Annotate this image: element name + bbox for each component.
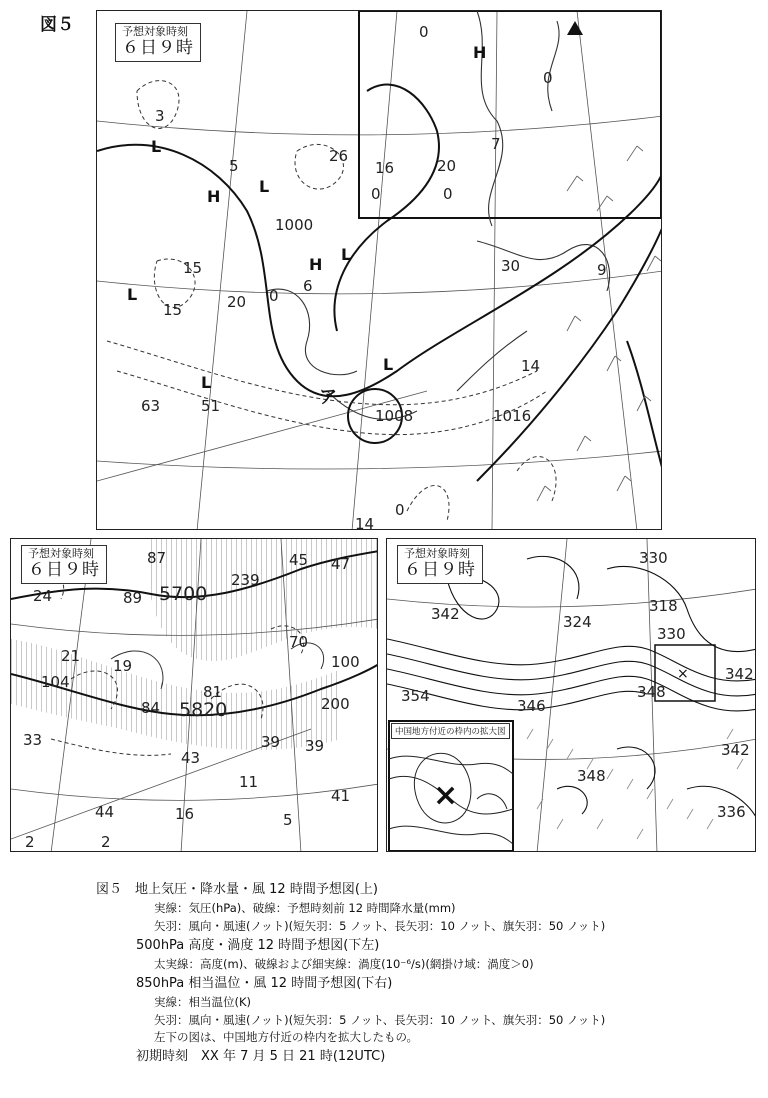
- precip-label: 0: [269, 287, 279, 305]
- vorticity-label: 43: [181, 749, 201, 767]
- theta-e-label: 330: [657, 625, 686, 643]
- height-label: 5820: [179, 699, 228, 721]
- precip-label: 20: [437, 157, 457, 175]
- vorticity-label: 89: [123, 589, 143, 607]
- upper-500hpa-map: [10, 538, 378, 852]
- precip-label: 15: [183, 259, 203, 277]
- low-pressure-mark: L: [127, 285, 138, 304]
- precip-label: 3: [155, 107, 165, 125]
- vorticity-label: 16: [175, 805, 195, 823]
- point-a-label: ア: [319, 387, 337, 408]
- valid-time-caption: 予想対象時刻: [404, 547, 470, 560]
- zoom-target-mark: ×: [433, 778, 459, 813]
- high-pressure-mark: H: [473, 43, 487, 62]
- precip-label: 63: [141, 397, 161, 415]
- valid-time-box: [397, 545, 483, 584]
- figure-caption: [96, 880, 736, 1067]
- vorticity-label: 100: [331, 653, 360, 671]
- precip-label: 15: [163, 301, 183, 319]
- vorticity-label: 5: [283, 811, 293, 829]
- caption-500-line: 太実線：高度(m)、破線および細実線：渦度(10⁻⁶/s)(網掛け域：渦度＞0): [154, 956, 534, 971]
- theta-e-label: 342: [721, 741, 750, 759]
- caption-surface-title: 地上気圧・降水量・風 12 時間予想図(上): [135, 882, 378, 897]
- theta-e-label: 342: [431, 605, 460, 623]
- surface-map-graphics: [97, 11, 662, 530]
- isobar-label: 1000: [275, 216, 314, 234]
- height-label: 5700: [159, 583, 208, 605]
- surface-forecast-map: [96, 10, 662, 530]
- zoom-inset-caption: 中国地方付近の枠内の拡大図: [391, 723, 510, 739]
- vorticity-label: 19: [113, 657, 133, 675]
- valid-time-box: [21, 545, 107, 584]
- theta-e-label: 346: [517, 697, 546, 715]
- caption-fig-no: 図５: [96, 882, 123, 897]
- theta-e-label: 336: [717, 803, 746, 821]
- precip-label: 0: [543, 69, 553, 87]
- valid-time-value: ６日９時: [122, 37, 194, 58]
- precip-label: 20: [227, 293, 247, 311]
- precip-label: 51: [201, 397, 221, 415]
- vorticity-label: 45: [289, 551, 309, 569]
- precip-label: 6: [303, 277, 313, 295]
- vorticity-label: 21: [61, 647, 81, 665]
- theta-e-label: 330: [639, 549, 668, 567]
- high-pressure-mark: H: [309, 255, 323, 274]
- caption-850-line-3: 左下の図は、中国地方付近の枠内を拡大したもの。: [154, 1030, 419, 1045]
- valid-time-value: ６日９時: [28, 559, 100, 580]
- vorticity-label: 239: [231, 571, 260, 589]
- precip-label: 7: [491, 135, 501, 153]
- vorticity-label: 2: [101, 833, 111, 851]
- vorticity-label: 33: [23, 731, 43, 749]
- upper-850hpa-map: [386, 538, 756, 852]
- caption-850-line-2: 矢羽：風向・風速(ノット)(短矢羽：5 ノット、長矢羽：10 ノット、旗矢羽：50 ノット): [154, 1012, 606, 1027]
- precip-label: 0: [443, 185, 453, 203]
- vorticity-label: 41: [331, 787, 351, 805]
- high-pressure-mark: H: [207, 187, 221, 206]
- theta-e-label: 324: [563, 613, 592, 631]
- vorticity-label: 104: [41, 673, 70, 691]
- theta-e-label: 318: [649, 597, 678, 615]
- precip-label: 0: [371, 185, 381, 203]
- caption-500-title: 500hPa 高度・渦度 12 時間予想図(下左): [136, 937, 380, 953]
- low-pressure-mark: L: [341, 245, 352, 264]
- vorticity-label: 2: [25, 833, 35, 851]
- vorticity-label: 24: [33, 587, 53, 605]
- caption-row-1: [96, 880, 736, 900]
- vorticity-label: 39: [305, 737, 325, 755]
- theta-e-label: 348: [637, 683, 666, 701]
- low-pressure-mark: L: [259, 177, 270, 196]
- isobar-label: 1008: [375, 407, 414, 425]
- frame-target-mark: ×: [677, 666, 689, 682]
- vorticity-label: 81: [203, 683, 223, 701]
- precip-label: 30: [501, 257, 521, 275]
- figure-title: 図５: [40, 15, 74, 35]
- vorticity-label: 200: [321, 695, 350, 713]
- caption-surface-line-1: 実線：気圧(hPa)、破線：予想時刻前 12 時間降水量(mm): [154, 901, 456, 916]
- vorticity-label: 87: [147, 549, 167, 567]
- vorticity-label: 84: [141, 699, 161, 717]
- precip-label: 0: [419, 23, 429, 41]
- low-pressure-mark: L: [151, 137, 162, 156]
- low-pressure-mark: L: [201, 373, 212, 392]
- theta-e-label: 348: [577, 767, 606, 785]
- precip-label: 26: [329, 147, 349, 165]
- theta-e-label: 354: [401, 687, 430, 705]
- precip-label: 0: [395, 501, 405, 519]
- precip-label: 16: [375, 159, 395, 177]
- vorticity-label: 11: [239, 773, 259, 791]
- precip-label: 9: [597, 261, 607, 279]
- valid-time-caption: 予想対象時刻: [28, 547, 94, 560]
- precip-label: 5: [229, 157, 239, 175]
- theta-e-label: 342: [725, 665, 754, 683]
- isobar-label: 1016: [493, 407, 532, 425]
- precip-label: 14: [521, 357, 541, 375]
- vorticity-label: 39: [261, 733, 281, 751]
- low-pressure-mark: L: [383, 355, 394, 374]
- caption-850-line-1: 実線：相当温位(K): [154, 994, 252, 1009]
- valid-time-value: ６日９時: [404, 559, 476, 580]
- vorticity-label: 70: [289, 633, 309, 651]
- vorticity-label: 44: [95, 803, 115, 821]
- caption-850-title: 850hPa 相当温位・風 12 時間予想図(下右): [136, 975, 393, 991]
- caption-initial-time: 初期時刻 XX 年 7 月 5 日 21 時(12UTC): [136, 1049, 386, 1065]
- caption-surface-line-2: 矢羽：風向・風速(ノット)(短矢羽：5 ノット、長矢羽：10 ノット、旗矢羽：50 ノット): [154, 918, 606, 933]
- valid-time-caption: 予想対象時刻: [122, 25, 188, 38]
- valid-time-box: [115, 23, 201, 62]
- precip-label: 14: [355, 515, 375, 530]
- vorticity-label: 47: [331, 555, 351, 573]
